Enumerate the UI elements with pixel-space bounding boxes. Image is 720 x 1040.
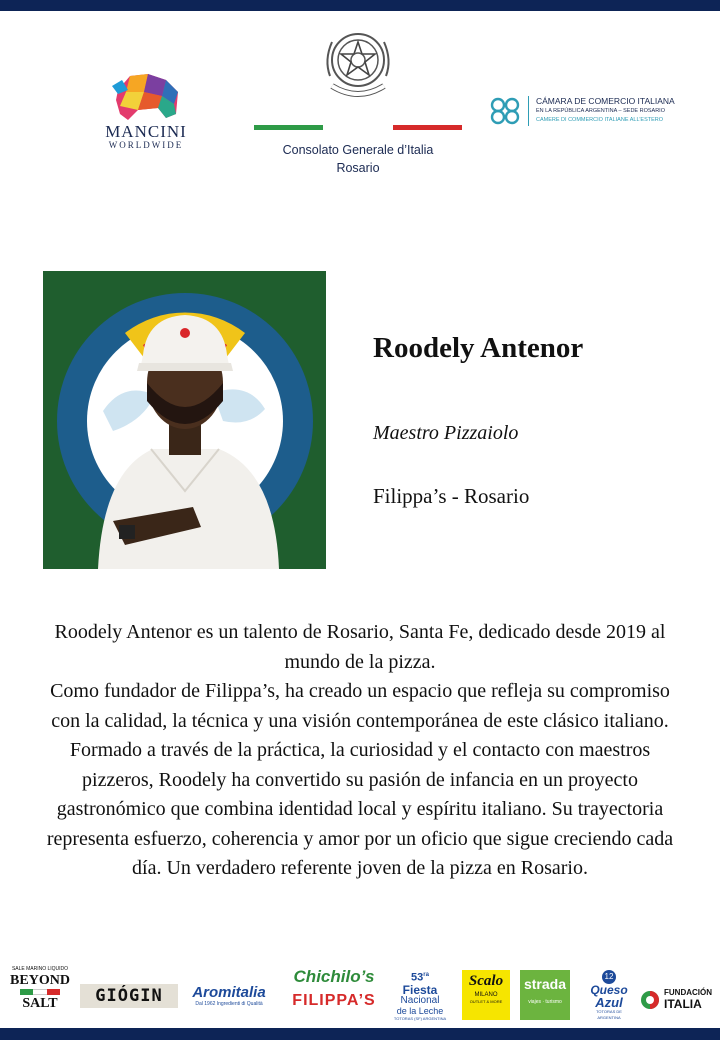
bear-icon [108,70,184,122]
consolato-city: Rosario [336,161,380,175]
camara-title: CÁMARA DE COMERCIO ITALIANA [536,96,675,106]
camara-network: CAMERE DI COMMERCIO ITALIANE ALL’ESTERO [536,117,664,123]
tricolor-line [254,125,462,130]
consolato-name: Consolato Generale d’Italia [282,143,434,157]
bio-text [40,618,680,884]
camara-divider [528,96,529,126]
giogin-logo: GIÓGIN [80,984,178,1008]
camara-subtitle: EN LA REPÚBLICA ARGENTINA – SEDE ROSARIO [536,108,665,114]
bio-paragraph: Formado a través de la práctica, la curiosidad y el contacto con maestros pizzeros, Roodely ha convertido su pasión de infancia en un proyecto gastronómico que combina identidad local y espíritu italiano. Su trayectoria representa esfuerzo, coherencia y amor por un oficio que sigue creciendo cada día. Un verdadero referente joven de la pizza en Rosario. [46,739,674,879]
mancini-name: MANCINI [105,122,187,141]
camara-knot-icon [488,96,522,126]
bottom-bar [0,1028,720,1040]
mancini-subtitle: WORLDWIDE [108,140,184,150]
top-bar [0,0,720,11]
strada-logo: strada viajes · turismo [520,970,570,1020]
person-role: Maestro Pizzaiolo [373,422,519,444]
beyond-salt-logo: SALE MARINO LIQUIDO BEYOND SALT [10,966,70,1011]
aromitalia-logo: Aromitalia Dal 1962 Ingredienti di Qualità [192,984,266,1007]
fiesta-leche-logo: $53^{ra}$ Fiesta Nacional de la Leche TOTORAS (SF) ARGENTINA [393,971,447,1021]
person-place: Filippa’s - Rosario [373,484,530,508]
fundacion-italia-icon [640,990,660,1010]
person-name: Roodely Antenor [373,332,584,364]
camara-logo [488,94,688,130]
sponsors-row [0,962,720,1028]
fundacion-italia-logo: FUNDACIÓN ITALIA [640,988,718,1016]
mancini-logo [96,70,196,160]
chichilos-filippas-logo: Chichilo’s FILIPPA’S [292,967,376,1009]
bio-paragraph: Roodely Antenor es un talento de Rosario, Santa Fe, dedicado desde 2019 al mundo de la pizza. [54,621,666,673]
bio-paragraph: Como fundador de Filippa’s, ha creado un espacio que refleja su compromiso con la calidad, la técnica y una visión contemporánea de este clásico italiano. [50,680,670,732]
consolato-logo [250,20,466,180]
portrait-photo [43,271,326,569]
scalo-logo: Scalo MILANO OUTLET & MORE [462,970,510,1020]
queso-azul-logo: 12 Queso Azul TOTORAS DE ARGENTINA [590,972,628,1020]
italian-emblem-icon [320,20,396,108]
